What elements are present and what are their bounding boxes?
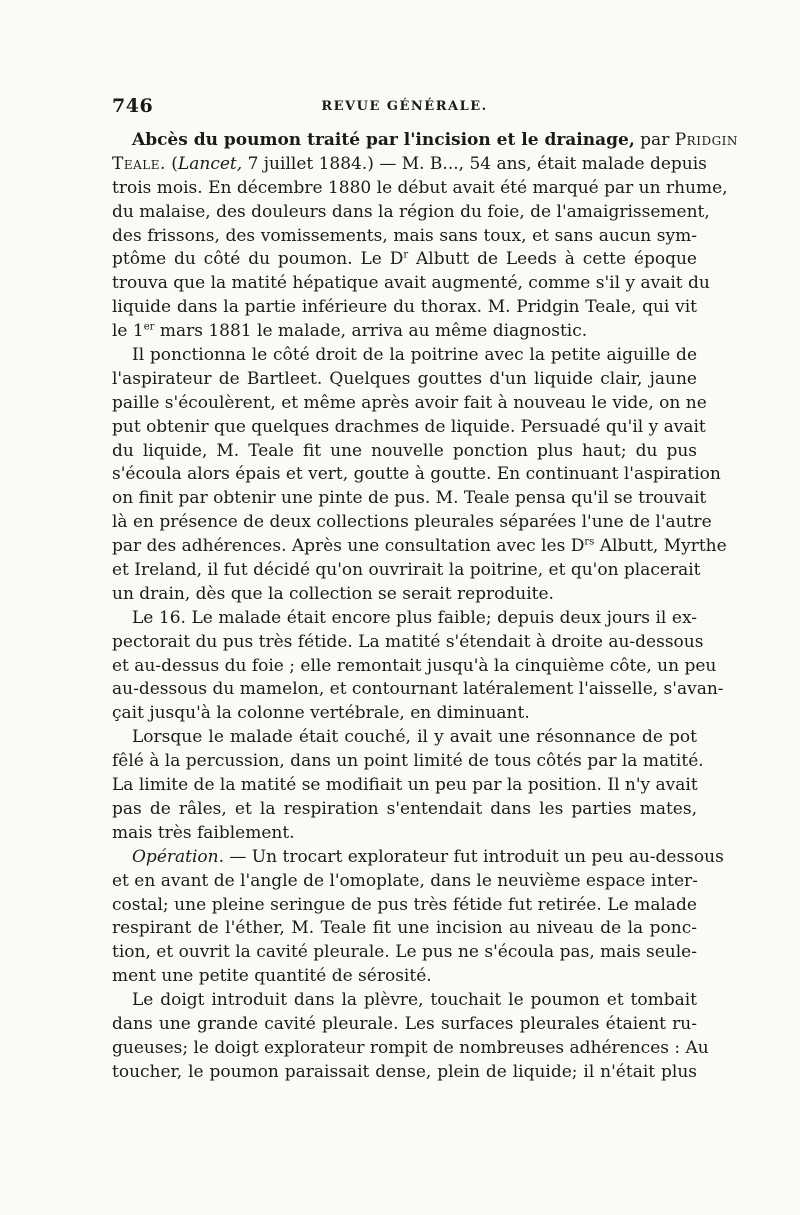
text-line: s'écoula alors épais et vert, goutte à goutte. En continuant l'aspiration bbox=[112, 464, 721, 485]
text-line: Lorsque le malade était couché, il y avait une résonnance de pot bbox=[132, 727, 697, 748]
text-line: Le 16. Le malade était encore plus faible; depuis deux jours il ex- bbox=[132, 607, 697, 628]
article-title-line bbox=[112, 129, 738, 153]
text-line: trouva que la matité hépatique avait augmenté, comme s'il y avait du bbox=[112, 273, 710, 294]
text-line: et Ireland, il fut décidé qu'on ouvrirait la poitrine, et qu'on placerait bbox=[112, 560, 701, 581]
text-line bbox=[112, 535, 727, 559]
text-line: là en présence de deux collections pleurales séparées l'une de l'autre bbox=[112, 512, 712, 533]
page-header bbox=[112, 95, 697, 123]
text-span: Albutt, Myrthe bbox=[599, 536, 727, 557]
text-span: par des adhérences. Après une consultation avec les D bbox=[112, 536, 585, 557]
author-first-name: Pridgin bbox=[674, 130, 738, 150]
text-line: au-dessous du mamelon, et contournant latéralement l'aisselle, s'avan- bbox=[112, 679, 724, 700]
text-line: çait jusqu'à la colonne vertébrale, en diminuant. bbox=[112, 703, 530, 724]
text-line: dans une grande cavité pleurale. Les surfaces pleurales étaient ru- bbox=[112, 1013, 697, 1034]
text-line: des frissons, des vomissements, mais sans toux, et sans aucun sym- bbox=[112, 225, 697, 246]
source-journal: Lancet, bbox=[177, 153, 243, 174]
text-line bbox=[112, 248, 697, 272]
text-span: 7 juillet 1884.) — M. B..., 54 ans, était malade depuis bbox=[247, 153, 707, 174]
superscript: r bbox=[403, 249, 409, 261]
text-line: et au-dessus du foie ; elle remontait jusqu'à la cinquième côte, un peu bbox=[112, 655, 717, 676]
text-line: put obtenir que quelques drachmes de liquide. Persuadé qu'il y avait bbox=[112, 416, 706, 437]
text-line: ment une petite quantité de sérosité. bbox=[112, 966, 432, 987]
text-span: ptôme du côté du poumon. Le D bbox=[112, 249, 404, 270]
text-line: pectorait du pus très fétide. La matité s'étendait à droite au-dessous bbox=[112, 631, 704, 652]
author-prefix: par bbox=[640, 130, 670, 150]
text-span: le 1 bbox=[112, 321, 144, 342]
superscript: rs bbox=[584, 536, 595, 548]
text-line: du malaise, des douleurs dans la région du foie, de l'amaigrissement, bbox=[112, 201, 710, 222]
text-line: fêlé à la percussion, dans un point limité de tous côtés par la matité. bbox=[112, 751, 704, 772]
superscript: er bbox=[143, 321, 155, 333]
text-span: mars 1881 le malade, arriva au même diagnostic. bbox=[159, 321, 588, 342]
text-line: La limite de la matité se modifiait un peu par la position. Il n'y avait bbox=[112, 775, 698, 796]
text-line: liquide dans la partie inférieure du thorax. M. Pridgin Teale, qui vit bbox=[112, 297, 697, 318]
text-line: paille s'écoulèrent, et même après avoir fait à nouveau le vide, on ne bbox=[112, 392, 707, 413]
text-line bbox=[112, 320, 697, 344]
text-line: du liquide, M. Teale fit une nouvelle ponction plus haut; du pus bbox=[112, 440, 697, 461]
text-line bbox=[112, 846, 724, 870]
text-line: trois mois. En décembre 1880 le début avait été marqué par un rhume, bbox=[112, 177, 728, 198]
text-line: on finit par obtenir une pinte de pus. M. Teale pensa qu'il se trouvait bbox=[112, 488, 707, 509]
author-last-name: Teale. bbox=[112, 153, 166, 174]
text-line: l'aspirateur de Bartleet. Quelques gouttes d'un liquide clair, jaune bbox=[112, 368, 697, 389]
article-title: Abcès du poumon traité par l'incision et le drainage, bbox=[132, 130, 635, 150]
text-line: un drain, dès que la collection se serait reproduite. bbox=[112, 583, 554, 604]
text-line: mais très faiblement. bbox=[112, 822, 295, 843]
article-body bbox=[112, 129, 738, 1085]
text-line: respirant de l'éther, M. Teale fit une incision au niveau de la ponc- bbox=[112, 918, 697, 939]
text-line: Le doigt introduit dans la plèvre, touchait le poumon et tombait bbox=[132, 990, 697, 1011]
text-line: costal; une pleine seringue de pus très fétide fut retirée. Le malade bbox=[112, 894, 697, 915]
text-span: Albutt de Leeds à cette époque bbox=[416, 249, 697, 270]
text-line: Teale. (Lancet, 7 juillet 1884.) — M. B..., 54 ans, était malade depuis bbox=[112, 153, 707, 174]
text-line: gueuses; le doigt explorateur rompit de nombreuses adhérences : Au bbox=[112, 1037, 709, 1058]
running-head: REVUE GÉNÉRALE. bbox=[321, 99, 488, 114]
text-line: toucher, le poumon paraissait dense, plein de liquide; il n'était plus bbox=[112, 1061, 697, 1082]
text-line: pas de râles, et la respiration s'entendait dans les parties mates, bbox=[112, 798, 697, 819]
text-line: Il ponctionna le côté droit de la poitrine avec la petite aiguille de bbox=[132, 345, 697, 366]
text-line: tion, et ouvrit la cavité pleurale. Le pus ne s'écoula pas, mais seule- bbox=[112, 942, 697, 963]
text-span: — Un trocart explorateur fut introduit un peu au-dessous bbox=[229, 846, 724, 867]
text-line: et en avant de l'angle de l'omoplate, dans le neuvième espace inter- bbox=[112, 870, 698, 891]
section-label: Opération. bbox=[132, 846, 224, 867]
page-number: 746 bbox=[112, 95, 154, 117]
